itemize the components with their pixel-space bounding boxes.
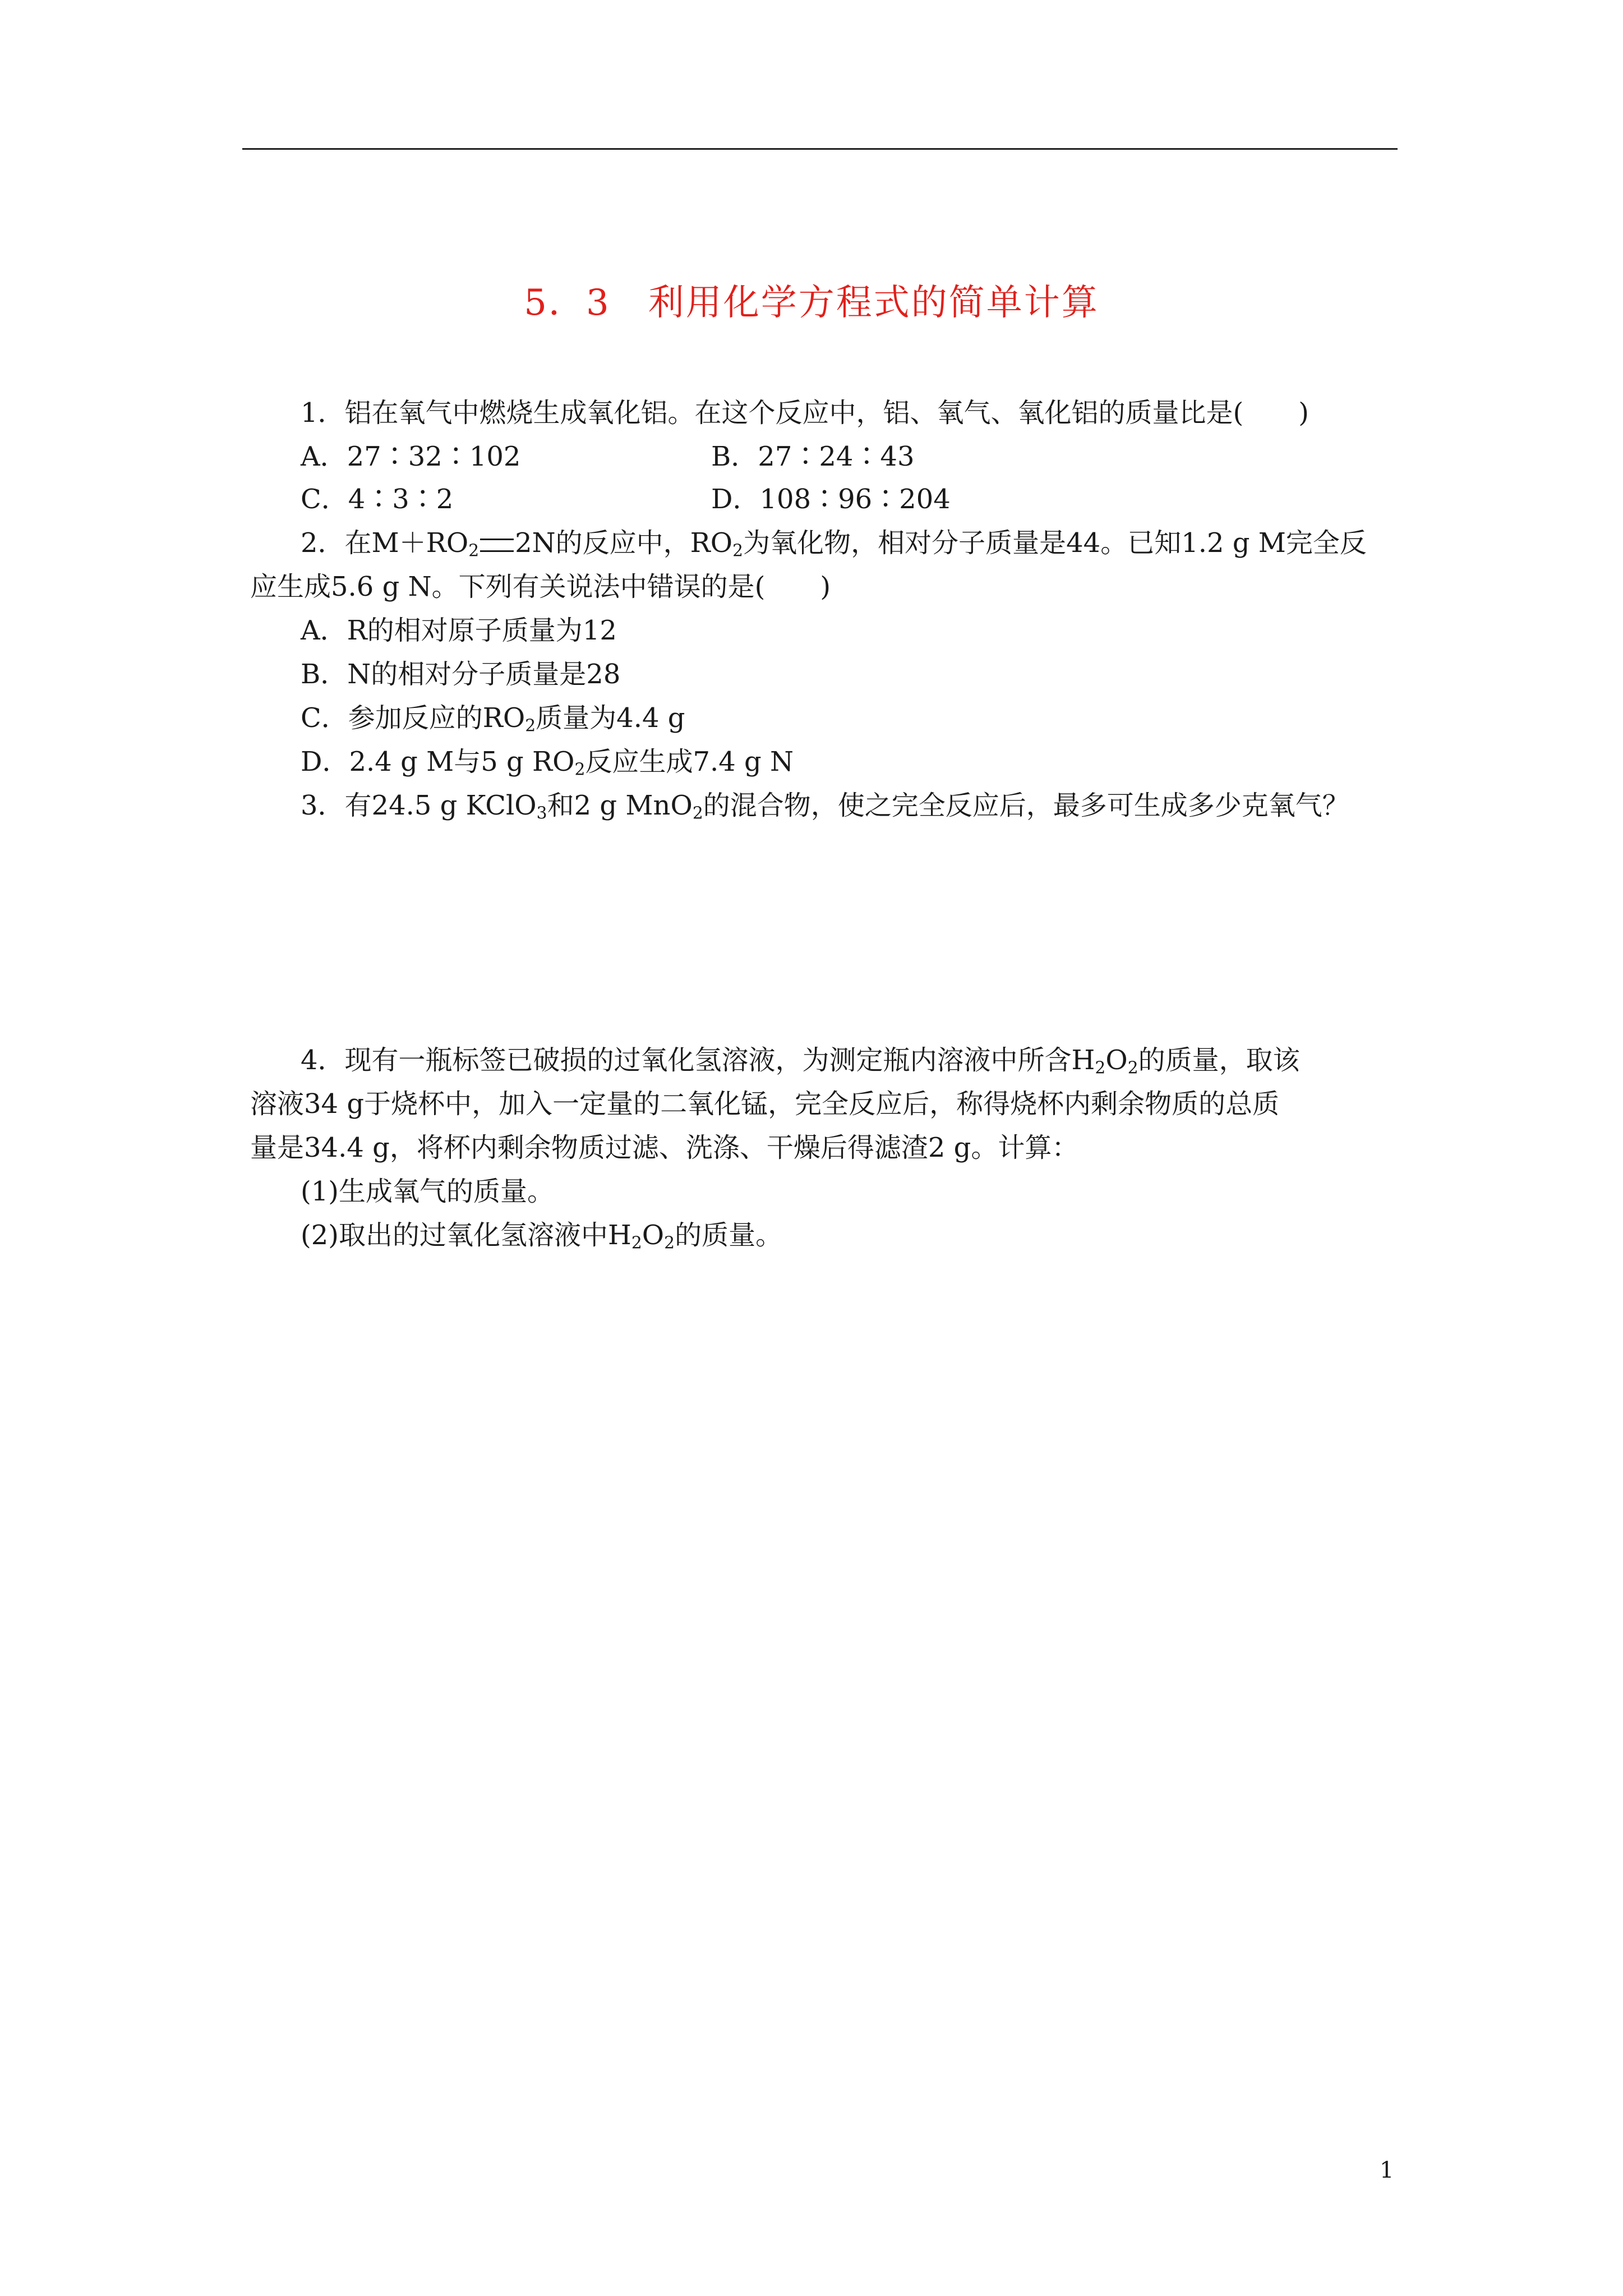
question-3-text: 和2 g MnO — [547, 790, 693, 821]
option-text: D．2.4 g M与5 g RO — [301, 746, 575, 777]
question-1-option-d: D．108∶96∶204 — [711, 484, 951, 515]
question-4-text: 的质量，取该 — [1138, 1045, 1300, 1076]
page-title: 5．3 利用化学方程式的简单计算 — [524, 282, 1099, 324]
subscript: 3 — [536, 803, 547, 823]
equals-sign — [480, 539, 514, 552]
question-2-option-c — [301, 701, 685, 743]
question-4-text: (2)取出的过氧化氢溶液中H — [301, 1220, 631, 1251]
option-text: 反应生成7.4 g N — [585, 746, 794, 777]
question-2-option-a: A．R的相对原子质量为12 — [301, 615, 617, 646]
subscript: 2 — [631, 1233, 642, 1253]
question-2-text: 2N的反应中，RO — [515, 527, 733, 559]
question-1-option-c: C．4∶3∶2 — [301, 484, 454, 515]
subscript: 2 — [692, 803, 703, 823]
header-rule — [242, 148, 1398, 150]
question-4-part-1: (1)生成氧气的质量。 — [301, 1176, 554, 1207]
question-3-text: 的混合物，使之完全反应后，最多可生成多少克氧气？ — [703, 790, 1349, 821]
subscript: 2 — [1095, 1058, 1106, 1078]
question-4-text: O — [1105, 1045, 1128, 1076]
question-4-stem-cont: 量是34.4 g，将杯内剩余物质过滤、洗涤、干燥后得滤渣2 g。计算： — [250, 1132, 1079, 1163]
question-2-text: 应生成5.6 g N。下列有关说法中错误的是( — [250, 571, 766, 602]
question-3-stem — [301, 789, 1349, 830]
question-2-text: 为氧化物，相对分子质量是44。已知1.2 g M完全反 — [743, 527, 1367, 559]
subscript: 2 — [1127, 1058, 1138, 1078]
question-2-stem — [301, 526, 1367, 568]
question-1-text: 1．铝在氧气中燃烧生成氧化铝。在这个反应中，铝、氧气、氧化铝的质量比是( — [301, 397, 1244, 429]
subscript: 2 — [732, 541, 744, 561]
question-2-option-d — [301, 745, 794, 786]
question-4-text: 的质量。 — [675, 1220, 783, 1251]
question-4-text: 4．现有一瓶标签已破损的过氧化氢溶液，为测定瓶内溶液中所含H — [301, 1045, 1095, 1076]
question-1-stem — [301, 396, 1309, 430]
subscript: 2 — [468, 541, 479, 561]
subscript: 2 — [664, 1233, 675, 1253]
question-3-text: 3．有24.5 g KClO — [301, 790, 537, 821]
question-4-part-2 — [301, 1218, 782, 1260]
question-1-option-a: A．27∶32∶102 — [301, 441, 521, 472]
question-2-option-b: B．N的相对分子质量是28 — [301, 659, 621, 690]
question-2-close: ) — [820, 571, 831, 602]
subscript: 2 — [525, 716, 536, 736]
question-4-stem — [301, 1043, 1300, 1085]
option-text: C．参加反应的RO — [301, 702, 525, 734]
question-1-option-b: B．27∶24∶43 — [711, 441, 915, 472]
subscript: 2 — [574, 760, 585, 780]
question-2-stem-cont — [250, 570, 831, 604]
question-1-close: ) — [1298, 397, 1310, 429]
page-number: 1 — [1380, 2157, 1394, 2183]
question-2-text: 2．在M＋RO — [301, 527, 469, 559]
question-4-stem-cont: 溶液34 g于烧杯中，加入一定量的二氧化锰，完全反应后，称得烧杯内剩余物质的总质 — [250, 1088, 1280, 1120]
option-text: 质量为4.4 g — [536, 702, 685, 734]
question-4-text: O — [642, 1220, 665, 1251]
